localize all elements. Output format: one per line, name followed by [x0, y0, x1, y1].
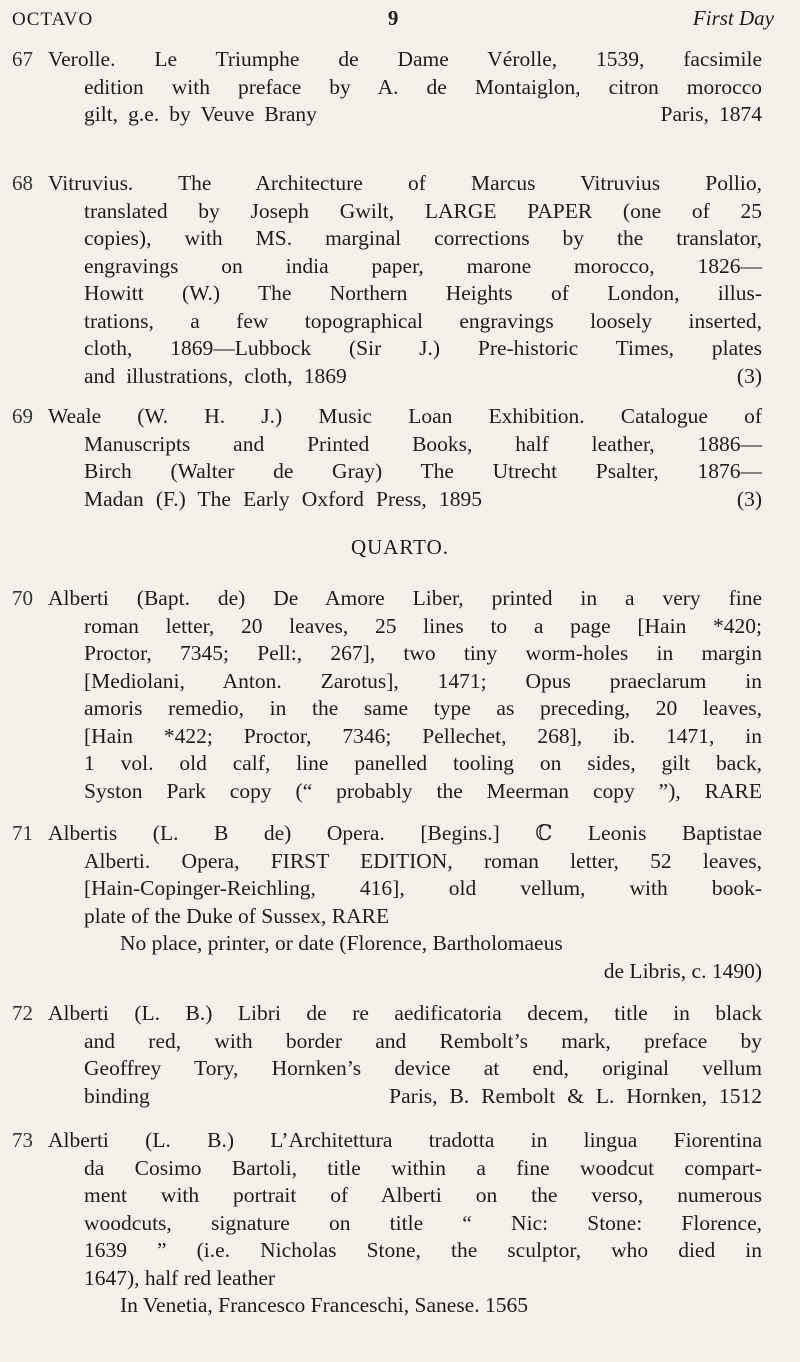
text-line: Syston Park copy (“ probably the Meerman copy ”), RARE	[84, 778, 762, 803]
text-line: No place, printer, or date (Florence, Bartholomaeus	[120, 931, 563, 955]
text-line: Vitruvius. The Architecture of Marcus Vitruvius Pollio,	[48, 171, 762, 195]
text-line: Howitt (W.) The Northern Heights of London, illus-	[84, 281, 762, 305]
text-line: gilt, g.e. by Veuve Brany Paris, 1874	[84, 102, 762, 126]
text-line: Alberti (Bapt. de) De Amore Liber, printed in a very fine	[48, 586, 762, 610]
text-line: roman letter, 20 leaves, 25 lines to a page [Hain *420;	[84, 613, 762, 638]
text-line: binding Paris, B. Rembolt & L. Hornken, 1512	[84, 1083, 762, 1108]
text-line: Birch (Walter de Gray) The Utrecht Psalter, 1876—	[84, 459, 762, 483]
page-number: 9	[387, 6, 399, 30]
lot-number: 73	[12, 1128, 33, 1152]
header-day: First Day	[692, 6, 774, 30]
text-line: Weale (W. H. J.) Music Loan Exhibition. Catalogue of	[48, 404, 762, 428]
text-line: de Libris, c. 1490)	[603, 958, 762, 983]
lot-number: 72	[12, 1001, 33, 1025]
lot-number: 71	[12, 821, 33, 845]
lot-description	[48, 170, 762, 390]
text-line: 1 vol. old calf, line panelled tooling on sides, gilt back,	[84, 751, 762, 775]
text-line: Manuscripts and Printed Books, half leather, 1886—	[84, 431, 762, 456]
text-line: Alberti. Opera, FIRST EDITION, roman letter, 52 leaves,	[84, 848, 762, 873]
text-line: 1647), half red leather	[84, 1265, 276, 1290]
text-line: and red, with border and Rembolt’s mark, preface by	[84, 1028, 762, 1053]
text-line: Proctor, 7345; Pell:, 267], two tiny worm-holes in margin	[84, 641, 762, 665]
lot-description	[48, 820, 762, 985]
header-format: OCTAVO	[12, 9, 94, 30]
text-line: and illustrations, cloth, 1869 (3)	[84, 363, 762, 388]
lot-description	[48, 1000, 762, 1110]
text-line: 1639 ” (i.e. Nicholas Stone, the sculptor, who died in	[84, 1238, 762, 1262]
text-line: trations, a few topographical engravings loosely inserted,	[84, 308, 762, 333]
text-line: woodcuts, signature on title “ Nic: Stone: Florence,	[84, 1210, 762, 1235]
text-line: In Venetia, Francesco Franceschi, Sanese. 1565	[120, 1293, 528, 1317]
lot-description	[48, 585, 762, 805]
text-line: Alberti (L. B.) L’Architettura tradotta in lingua Fiorentina	[48, 1128, 762, 1152]
lot-number: 69	[12, 404, 33, 428]
text-line: Madan (F.) The Early Oxford Press, 1895 (3)	[84, 486, 762, 511]
lot-number: 68	[12, 171, 33, 195]
text-line: Alberti (L. B.) Libri de re aedificatoria decem, title in black	[48, 1001, 762, 1025]
text-line: edition with preface by A. de Montaiglon, citron morocco	[84, 74, 762, 99]
lot-description	[48, 403, 762, 513]
page-header	[12, 6, 774, 36]
text-line: copies), with MS. marginal corrections by the translator,	[84, 226, 762, 250]
text-line: ment with portrait of Alberti on the verso, numerous	[84, 1183, 762, 1207]
section-heading: QUARTO.	[350, 535, 450, 559]
text-line: Albertis (L. B de) Opera. [Begins.] ℂ Leonis Baptistae	[48, 821, 762, 845]
lot-number: 67	[12, 47, 33, 71]
lot-number: 70	[12, 586, 33, 610]
text-line: engravings on india paper, marone morocco, 1826—	[84, 253, 762, 278]
lot-description	[48, 1127, 762, 1320]
text-line: [Hain *422; Proctor, 7346; Pellechet, 268], ib. 1471, in	[84, 723, 762, 748]
text-line: cloth, 1869—Lubbock (Sir J.) Pre-historic Times, plates	[84, 336, 762, 360]
text-line: plate of the Duke of Sussex, RARE	[84, 903, 390, 928]
text-line: [Mediolani, Anton. Zarotus], 1471; Opus praeclarum in	[84, 668, 762, 693]
text-line: da Cosimo Bartoli, title within a fine woodcut compart-	[84, 1155, 762, 1180]
lot-description	[48, 46, 762, 129]
text-line: Verolle. Le Triumphe de Dame Vérolle, 1539, facsimile	[48, 47, 762, 71]
text-line: amoris remedio, in the same type as preceding, 20 leaves,	[84, 696, 762, 720]
text-line: [Hain-Copinger-Reichling, 416], old vellum, with book-	[84, 876, 762, 900]
text-line: Geoffrey Tory, Hornken’s device at end, original vellum	[84, 1056, 762, 1080]
text-line: translated by Joseph Gwilt, LARGE PAPER (one of 25	[84, 198, 762, 223]
